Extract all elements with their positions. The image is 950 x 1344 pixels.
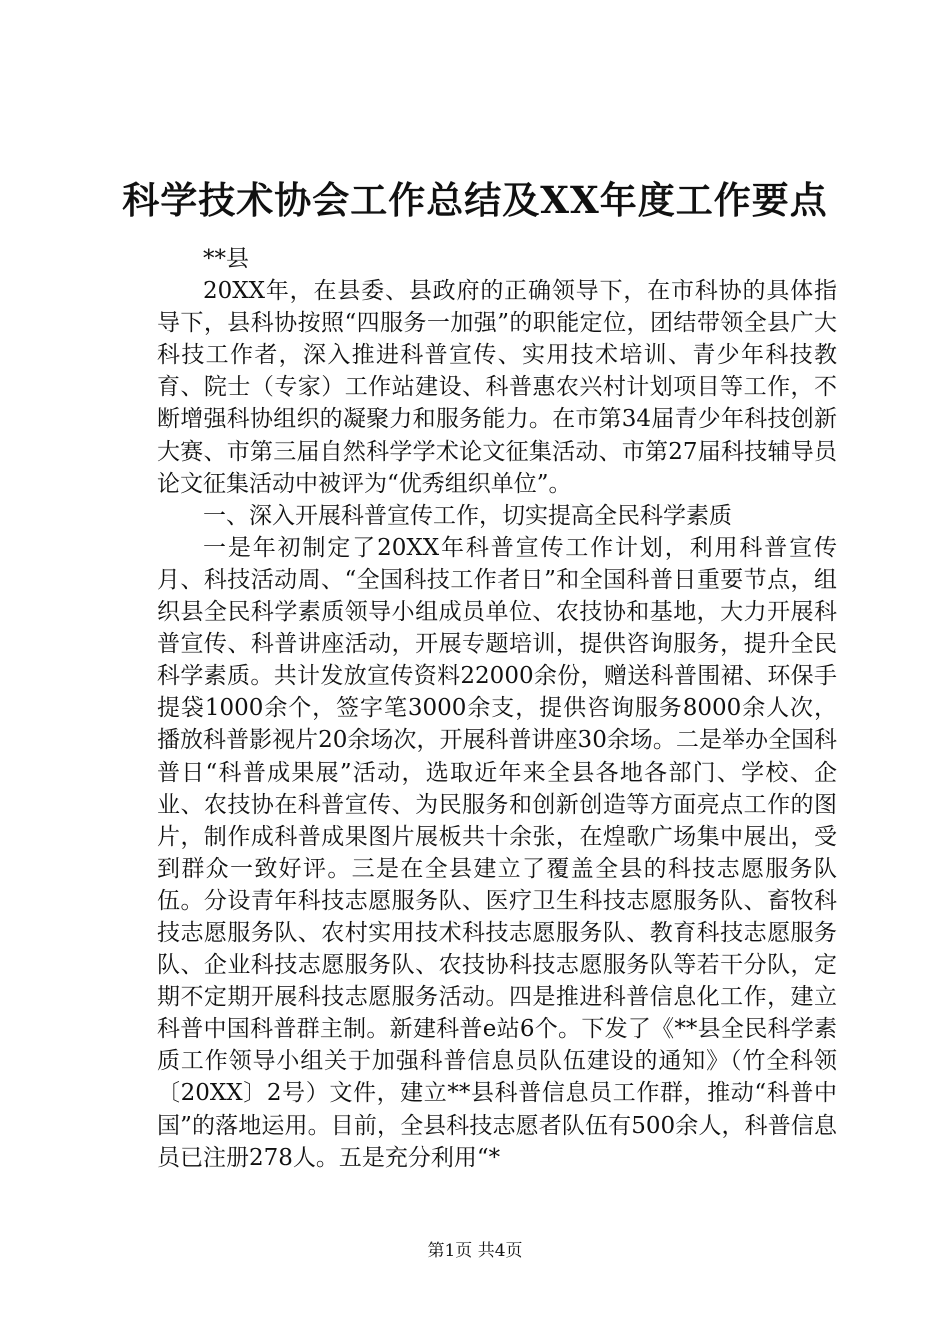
body-paragraph: 一是年初制定了20XX年科普宣传工作计划，利用科普宣传月、科技活动周、“全国科技工作者日”和全国科普日重要节点，组织县全民科学素质领导小组成员单位、农技协和基地，大力开展科普宣传、科普讲座活动，开展专题培训，提供咨询服务，提升全民科学素质。共计发放宣传资料22000余份，赠送科普围裙、环保手提袋1000余个，签字笔3000余支，提供咨询服务8000余人次，播放科普影视片20余场次，开展科普讲座30余场。二是举办全国科普日“科普成果展”活动，选取近年来全县各地各部门、学校、企业、农技协在科普宣传、为民服务和创新创造等方面亮点工作的图片，制作成科普成果图片展板共十余张，在煌歌广场集中展出，受到群众一致好评。三是在全县建立了覆盖全县的科技志愿服务队伍。分设青年科技志愿服务队、医疗卫生科技志愿服务队、畜牧科技志愿服务队、农村实用技术科技志愿服务队、教育科技志愿服务队、企业科技志愿服务队、农技协科技志愿服务队等若干分队，定期不定期开展科技志愿服务活动。四是推进科普信息化工作，建立科普中国科普群主制。新建科普e站6个。下发了《**县全民科学素质工作领导小组关于加强科普信息员队伍建设的通知》（竹全科领〔20XX〕2号）文件，建立**县科普信息员工作群，推动“科普中国”的落地运用。目前，全县科技志愿者队伍有500余人，科普信息员已注册278人。五是充分利用“*: [157, 534, 837, 1171]
page-footer: 第1页 共4页: [427, 1241, 523, 1261]
intro-paragraph: 20XX年，在县委、县政府的正确领导下，在市科协的具体指导下，县科协按照“四服务一加强”的职能定位，团结带领全县广大科技工作者，深入推进科普宣传、实用技术培训、青少年科技教育、院士（专家）工作站建设、科普惠农兴村计划项目等工作，不断增强科协组织的凝聚力和服务能力。在市第34届青少年科技创新大赛、市第三届自然科学学术论文征集活动、市第27届科技辅导员论文征集活动中被评为“优秀组织单位”。: [157, 278, 837, 497]
document-body: [157, 243, 837, 1174]
author-line: **县: [203, 246, 249, 272]
document-title: 科学技术协会工作总结及XX年度工作要点: [122, 178, 828, 222]
section-heading: 一、深入开展科普宣传工作，切实提高全民科学素质: [203, 502, 732, 529]
